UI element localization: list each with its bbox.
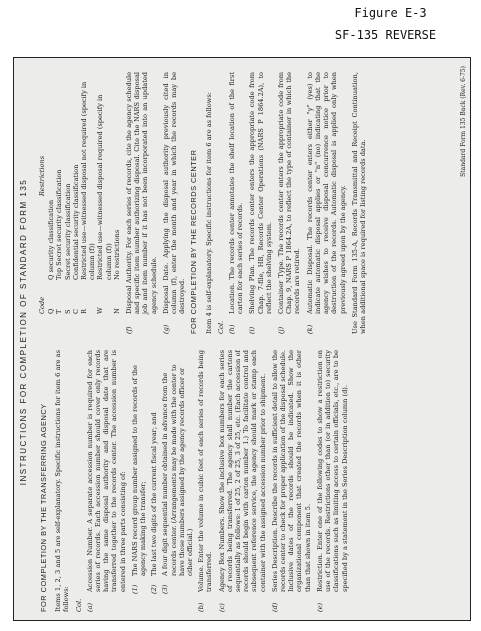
item-text: Accession Number. A separate accession number is required for each series of records. Each accession number should cover only records having the same disposal authority and disposal date that are transferred together to the records center. The accession number is entered in three parts consisting of:	[85, 350, 127, 592]
item-text: Agency Box Numbers. Show the inclusive box numbers for each series of records being transferred. The agency shall number the cartons sequentially as follows: 1 of 25, 2 of 25, 3 of 25, etc. (Each accession of records should begin with carton number 1.) To facilitate control and subsequent reference service, the agency should mark or stamp each container with the assigned accession number prior to shipment.	[217, 350, 267, 592]
intro-text: Items 1, 2, 3 and 5 are self-explanatory. Specific instructions for item 6 are as follows:	[54, 350, 71, 612]
item-key: (3)	[161, 584, 170, 594]
figure-label: Figure E-3	[354, 6, 427, 20]
code-row	[80, 72, 96, 314]
instruction-j	[277, 72, 302, 334]
item-text: The NARS record group number assigned to the records of the agency making the transfer;	[130, 365, 148, 576]
instruction-h	[228, 72, 244, 334]
item-key: (d)	[270, 602, 279, 612]
item-text: Disposal Authority. For each series of records, cite the agency schedule and specific item number authorizing disposal. Cite the NARS disposal job and item number if it has not been incorporated into an updated agency schedule.	[125, 72, 158, 314]
section-transferring-agency: FOR COMPLETION BY THE TRANSFERRING AGENCY	[39, 403, 48, 612]
instruction-d	[271, 350, 312, 612]
item-text: Shelving Plan. The records center enters the appropriate code from Chap. 7-file, HB, Records Center Operations (NARS P 1864.2A), to reflect the shelving system.	[248, 72, 273, 314]
code: N	[112, 308, 121, 314]
item-text: The last two digits of the current fiscal year; and	[150, 412, 159, 576]
rotated-document	[14, 58, 471, 621]
restriction-codes-table	[38, 72, 121, 314]
instruction-f	[125, 72, 158, 334]
item-key: (j)	[277, 326, 286, 334]
restriction: Top Secret security classification	[55, 169, 64, 280]
item-text: Container Type. The records center enters the appropriate code from Chap. 9, NARS P 1864.2A, to reflect the type of container in which the records are retired.	[277, 72, 302, 314]
instruction-a	[86, 350, 127, 612]
instruction-a1	[131, 350, 147, 594]
right-column	[38, 72, 468, 334]
restriction: Restricted use—witnessed disposal not required (specify in column (f))	[80, 81, 97, 280]
instruction-e	[316, 350, 349, 612]
col-label: Col.	[74, 598, 83, 612]
code: S	[63, 309, 72, 314]
code: C	[71, 308, 80, 314]
item-key: (h)	[228, 324, 237, 334]
codes-header-restrictions: Restrictions	[38, 155, 46, 197]
section-records-center: FOR COMPLETION BY THE RECORDS CENTER	[189, 149, 199, 334]
restriction: Confidential security classification	[71, 164, 80, 280]
instruction-b	[197, 350, 213, 612]
item-key: (a)	[85, 602, 94, 612]
item-key: (1)	[130, 584, 139, 594]
instruction-c	[218, 350, 267, 612]
item-text: Automatic Disposal. The records center enters either "y" (yes) to indicate automatic disposal applies or "n" (no) indicating that the agency wishes to receive disposal concurrence notice prior to destruction of the records. Automatic disposal is applied only when previously agreed upon by the agency.	[305, 72, 347, 314]
item-text: Series Description. Describe the records in sufficient detail to allow the records center to check for proper application of the disposal schedule. Inclusive dates of the records should be indicated. Show the organizational component that created the records when it is other than that shown in item 5.	[270, 350, 312, 592]
instruction-a3	[161, 350, 194, 594]
left-column	[38, 350, 468, 612]
col-label: Col.	[216, 320, 225, 334]
scanned-form-page	[13, 57, 471, 621]
item-key: (2)	[150, 584, 159, 594]
item-key: (c)	[217, 603, 226, 612]
document-title: INSTRUCTIONS FOR COMPLETION OF STANDARD FORM 135	[19, 178, 28, 486]
item-key: (k)	[305, 324, 314, 334]
item-text: Location. The records center annotates the shelf location of the first carton for each series of records.	[228, 72, 245, 314]
restriction: Q security classification	[47, 199, 56, 280]
intro-text: Item 4 is self-explanatory. Specific instructions for item 6 are as follows:	[204, 92, 213, 334]
code-row	[64, 72, 72, 314]
code-row	[72, 72, 80, 314]
instruction-k	[306, 72, 347, 334]
instruction-i	[248, 72, 273, 334]
code-row	[55, 72, 63, 314]
instruction-g	[162, 72, 187, 334]
item-text: Disposal Date. Applying the disposal authority previously cited in column (f), enter the month and year in which the records may be destroyed.	[161, 72, 187, 314]
item-text: Restriction. Enter one of the following codes to show a restriction on use of the records. Restrictions other than (or in addition to) security classifications such as limiting access to certain officials, etc., are to be specified by a statement in the Series Description column (d).	[315, 350, 349, 592]
restriction: Secret security classification	[63, 183, 72, 280]
code-row	[96, 72, 112, 314]
code-row	[47, 72, 55, 314]
item-text: Volume. Enter the volume in cubic feet of each series of records being transferred.	[197, 350, 214, 592]
item-key: (f)	[125, 326, 134, 334]
codes-header	[38, 72, 46, 314]
code: Q	[47, 308, 56, 314]
form-footer: Standard Form 135 Back (Rev. 6-75)	[459, 66, 467, 177]
code: T	[55, 309, 64, 314]
item-key: (i)	[248, 326, 257, 334]
restriction: Restricted use—witnessed disposal required (specify in column (f))	[96, 94, 113, 280]
figure-subtitle: SF-135 REVERSE	[334, 28, 437, 42]
code-row	[113, 72, 121, 314]
item-key: (e)	[315, 602, 324, 612]
codes-header-code: Code	[38, 296, 46, 314]
code: W	[96, 307, 105, 314]
restriction: No restrictions	[112, 229, 121, 280]
item-text: A four digit sequential number obtained in advance from the records center. (Arrangements may be made with the center to have those numbers assigned by the agency records officer or other official.)	[161, 364, 195, 576]
continuation-note: Use Standard Form 135-A, Records Transmittal and Receipt Continuation, when additional space is required for listing records data.	[350, 72, 367, 334]
code: R	[80, 309, 89, 314]
item-key: (g)	[161, 324, 170, 334]
item-key: (b)	[197, 602, 206, 612]
instruction-a2	[150, 350, 158, 594]
